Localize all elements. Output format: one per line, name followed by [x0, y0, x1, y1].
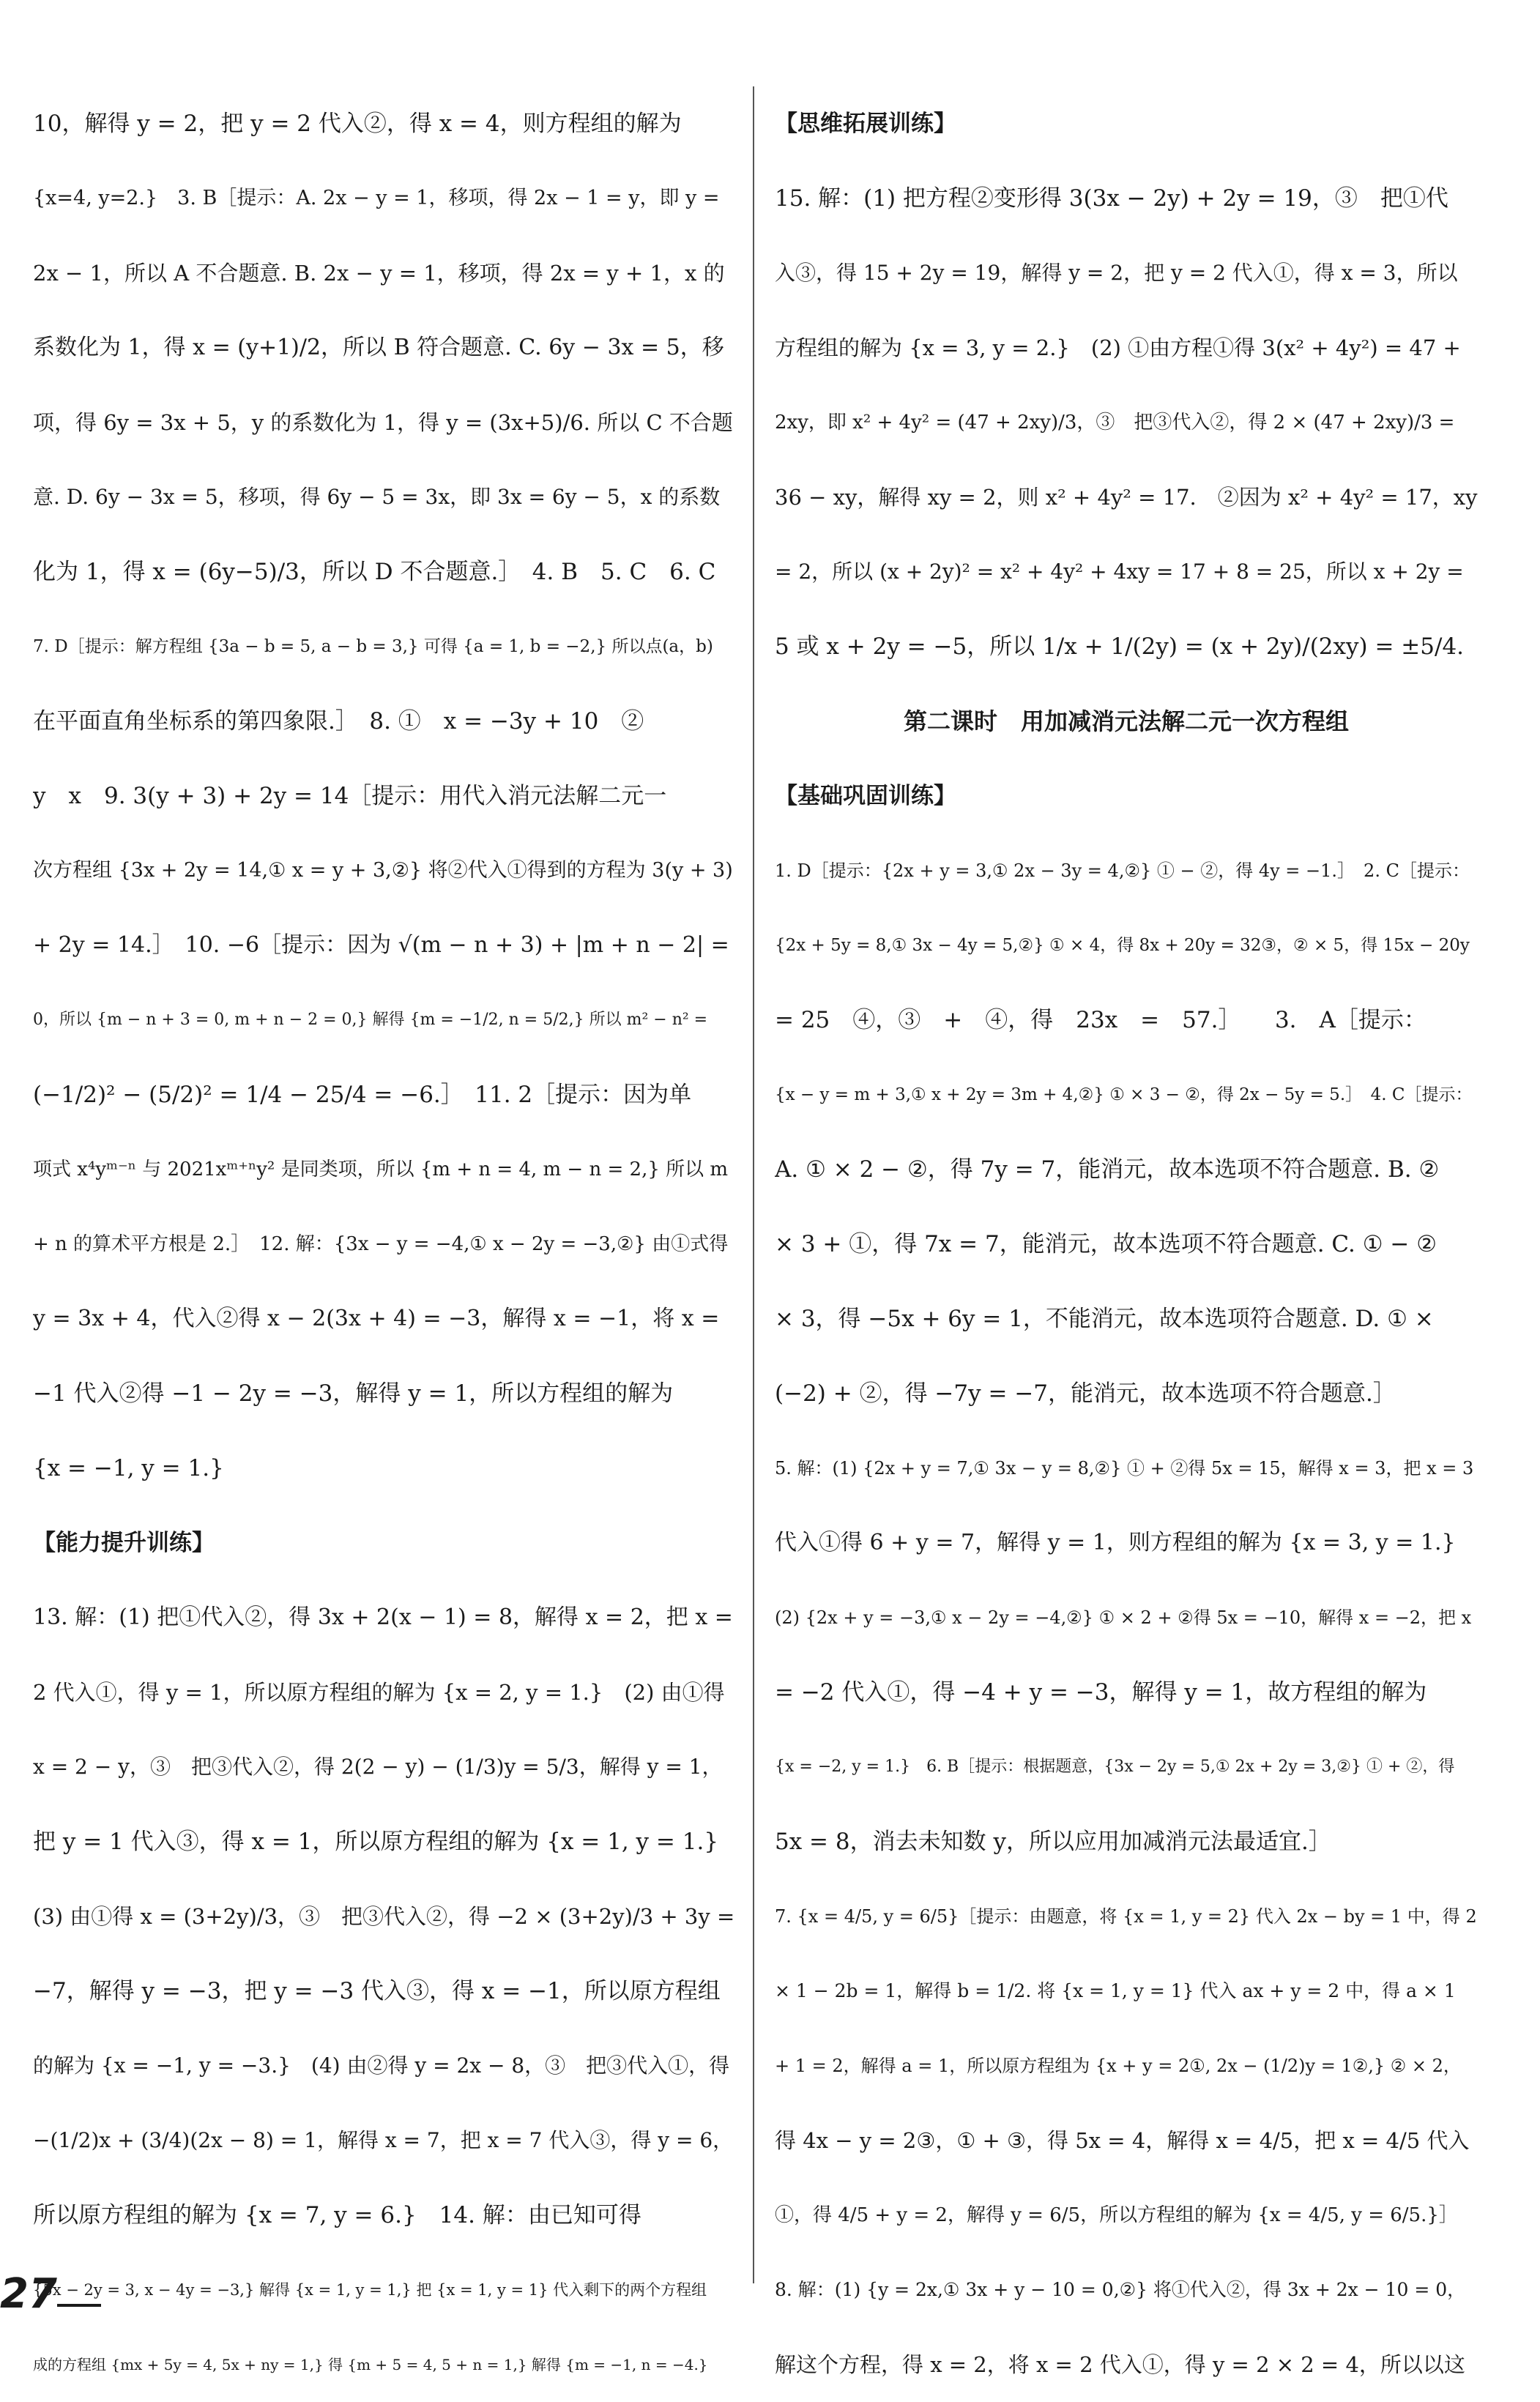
text-line: 2x − 1，所以 A 不合题意. B. 2x − y = 1，移项，得 2x = y + 1，x 的 [33, 261, 725, 286]
text-line: + 1 = 2，解得 a = 1，所以原方程组为 {x + y = 2①, 2x − (1/2)y = 1②,} ② × 2， [775, 2056, 1461, 2076]
text-line: 0，所以 {m − n + 3 = 0, m + n − 2 = 0,} 解得 {m = −1/2, n = 5/2,} 所以 m² − n² = [33, 1011, 708, 1029]
text-line: A. ① × 2 − ②，得 7y = 7，能消元，故本选项不符合题意. B. ② [775, 1156, 1440, 1183]
text-line: + 2y = 14.］ 10. −6［提示：因为 √(m − n + 3) + |m + n − 2| = [33, 932, 729, 958]
text-line: × 1 − 2b = 1，解得 b = 1/2. 将 {x = 1, y = 1} 代入 ax + y = 2 中，得 a × 1 [775, 1980, 1456, 2001]
text-line: −(1/2)x + (3/4)(2x − 8) = 1，解得 x = 7，把 x = 7 代入③，得 y = 6， [33, 2128, 734, 2152]
text-line: −7，解得 y = −3，把 y = −3 代入③，得 x = −1，所以原方程组 [33, 1978, 721, 2004]
text-line: ①，得 4/5 + y = 2，解得 y = 6/5，所以方程组的解为 {x = 4/5, y = 6/5.}］ [775, 2204, 1458, 2226]
lesson-subtitle: 第二课时 用加减消元法解二元一次方程组 [903, 707, 1349, 735]
text-line: × 3，得 −5x + 6y = 1，不能消元，故本选项符合题意. D. ① × [775, 1306, 1434, 1332]
text-line: {x=4, y=2.} 3. B［提示：A. 2x − y = 1，移项，得 2x − 1 = y，即 y = [33, 187, 720, 209]
text-line: −1 代入②得 −1 − 2y = −3，解得 y = 1，所以方程组的解为 [33, 1380, 674, 1407]
text-line: y x 9. 3(y + 3) + 2y = 14［提示：用代入消元法解二元一 [33, 783, 667, 809]
text-line: {x − y = m + 3,① x + 2y = 3m + 4,②} ① × 3 − ②，得 2x − 5y = 5.］ 4. C［提示： [775, 1085, 1473, 1104]
text-line: 5. 解：(1) {2x + y = 7,① 3x − y = 8,②} ① + ②得 5x = 15，解得 x = 3，把 x = 3 [775, 1458, 1474, 1479]
text-line: 系数化为 1，得 x = (y+1)/2，所以 B 符合题意. C. 6y − 3x = 5，移 [33, 335, 724, 360]
text-line: 13. 解：(1) 把①代入②，得 3x + 2(x − 1) = 8，解得 x = 2，把 x = [33, 1605, 733, 1630]
text-line: (−1/2)² − (5/2)² = 1/4 − 25/4 = −6.］ 11. 2［提示：因为单 [33, 1082, 692, 1108]
text-line: x = 2 − y，③ 把③代入②，得 2(2 − y) − (1/3)y = 5/3，解得 y = 1， [33, 1755, 723, 1779]
text-line: 8. 解：(1) {y = 2x,① 3x + y − 10 = 0,②} 将①代入②，得 3x + 2x − 10 = 0， [775, 2279, 1466, 2300]
text-line: 所以原方程组的解为 {x = 7, y = 6.} 14. 解：由已知可得 [33, 2202, 641, 2228]
text-line: 36 − xy，解得 xy = 2，则 x² + 4y² = 17. ②因为 x² + 4y² = 17，xy [775, 485, 1478, 510]
text-line: y = 3x + 4，代入②得 x − 2(3x + 4) = −3，解得 x = −1，将 x = [33, 1306, 720, 1331]
text-line: 项，得 6y = 3x + 5，y 的系数化为 1，得 y = (3x+5)/6. 所以 C 不合题 [33, 410, 733, 435]
text-line: 在平面直角坐标系的第四象限.］ 8. ① x = −3y + 10 ② [33, 708, 644, 735]
text-line: 7. D［提示：解方程组 {3a − b = 5, a − b = 3,} 可得 {a = 1, b = −2,} 所以点(a，b) [33, 637, 713, 656]
text-line: 15. 解：(1) 把方程②变形得 3(3x − 2y) + 2y = 19，③ 把①代 [775, 185, 1448, 212]
text-line: = 25 ④，③ + ④，得 23x = 57.］ 3. A［提示： [775, 1007, 1426, 1033]
text-line: 1. D［提示：{2x + y = 3,① 2x − 3y = 4,②} ① − ②，得 4y = −1.］ 2. C［提示： [775, 860, 1470, 881]
text-line: 5x = 8，消去未知数 y，所以应用加减消元法最适宜.］ [775, 1829, 1331, 1855]
text-line: 得 4x − y = 2③，① + ③，得 5x = 4，解得 x = 4/5，把 x = 4/5 代入 [775, 2128, 1470, 2153]
section-heading: 【能力提升训练】 [33, 1530, 215, 1556]
text-line: {5x − 2y = 3, x − 4y = −3,} 解得 {x = 1, y = 1,} 把 {x = 1, y = 1} 代入剩下的两个方程组 [33, 2281, 707, 2299]
column-divider [753, 86, 754, 2283]
text-line: (3) 由①得 x = (3+2y)/3，③ 把③代入②，得 −2 × (3+2y)/3 + 3y = [33, 1904, 735, 1929]
text-line: 把 y = 1 代入③，得 x = 1，所以原方程组的解为 {x = 1, y = 1.} [33, 1829, 719, 1855]
text-line: = −2 代入①，得 −4 + y = −3，解得 y = 1，故方程组的解为 [775, 1679, 1427, 1706]
section-heading: 【基础巩固训练】 [775, 783, 956, 809]
text-line: (2) {2x + y = −3,① x − 2y = −4,②} ① × 2 + ②得 5x = −10，解得 x = −2，把 x [775, 1607, 1472, 1628]
text-line: 意. D. 6y − 3x = 5，移项，得 6y − 5 = 3x，即 3x = 6y − 5，x 的系数 [33, 485, 721, 509]
text-line: {2x + 5y = 8,① 3x − 4y = 5,②} ① × 4，得 8x + 20y = 32③，② × 5，得 15x − 20y [775, 936, 1470, 955]
text-line: = 2，所以 (x + 2y)² = x² + 4y² + 4xy = 17 + 8 = 25，所以 x + 2y = [775, 559, 1464, 584]
text-line: 2 代入①，得 y = 1，所以原方程组的解为 {x = 2, y = 1.} (2) 由①得 [33, 1680, 725, 1705]
right-column [775, 86, 1478, 2402]
text-line: 化为 1，得 x = (6y−5)/3，所以 D 不合题意.］ 4. B 5. C 6. C [33, 559, 716, 585]
text-line: 成的方程组 {mx + 5y = 4, 5x + ny = 1,} 得 {m + 5 = 4, 5 + n = 1,} 解得 {m = −1, n = −4.} [33, 2356, 708, 2373]
text-line: 项式 x⁴yᵐ⁻ⁿ 与 2021xᵐ⁺ⁿy² 是同类项，所以 {m + n = 4, m − n = 2,} 所以 m [33, 1159, 729, 1180]
text-line: 2xy，即 x² + 4y² = (47 + 2xy)/3，③ 把③代入②，得 2 × (47 + 2xy)/3 = [775, 412, 1455, 434]
text-line: 代入①得 6 + y = 7，解得 y = 1，则方程组的解为 {x = 3, y = 1.} [775, 1530, 1456, 1555]
text-line: 10，解得 y = 2，把 y = 2 代入②，得 x = 4，则方程组的解为 [33, 111, 682, 137]
text-line: (−2) + ②，得 −7y = −7，能消元，故本选项不符合题意.］ [775, 1380, 1396, 1407]
text-line: + n 的算术平方根是 2.］ 12. 解：{3x − y = −4,① x − 2y = −3,②} 由①式得 [33, 1233, 729, 1255]
text-line: 7. {x = 4/5, y = 6/5}［提示：由题意，将 {x = 1, y = 2} 代入 2x − by = 1 中，得 2 [775, 1906, 1477, 1927]
text-line: 入③，得 15 + 2y = 19，解得 y = 2，把 y = 2 代入①，得 x = 3，所以 [775, 261, 1458, 285]
text-line: 次方程组 {3x + 2y = 14,① x = y + 3,②} 将②代入①得到的方程为 3(y + 3) [33, 859, 733, 882]
text-line: {x = −2, y = 1.} 6. B［提示：根据题意，{3x − 2y = 5,① 2x + 2y = 3,②} ① + ②，得 [775, 1758, 1455, 1776]
page-number: 27 [0, 2270, 57, 2318]
text-line: 5 或 x + 2y = −5，所以 1/x + 1/(2y) = (x + 2y)/(2xy) = ±5/4. [775, 633, 1465, 660]
section-heading: 【思维拓展训练】 [775, 111, 956, 137]
text-line: 解这个方程，得 x = 2，将 x = 2 代入①，得 y = 2 × 2 = 4，所以以这 [775, 2352, 1465, 2377]
text-line: {x = −1, y = 1.} [33, 1455, 224, 1481]
text-line: 的解为 {x = −1, y = −3.} (4) 由②得 y = 2x − 8，③ 把③代入①，得 [33, 2053, 730, 2078]
text-line: × 3 + ①，得 7x = 7，能消元，故本选项不符合题意. C. ① − ② [775, 1231, 1437, 1257]
page-number-rule [57, 2304, 101, 2307]
text-line: 方程组的解为 {x = 3, y = 2.} (2) ①由方程①得 3(x² + 4y²) = 47 + [775, 335, 1461, 360]
left-column [33, 86, 736, 2402]
